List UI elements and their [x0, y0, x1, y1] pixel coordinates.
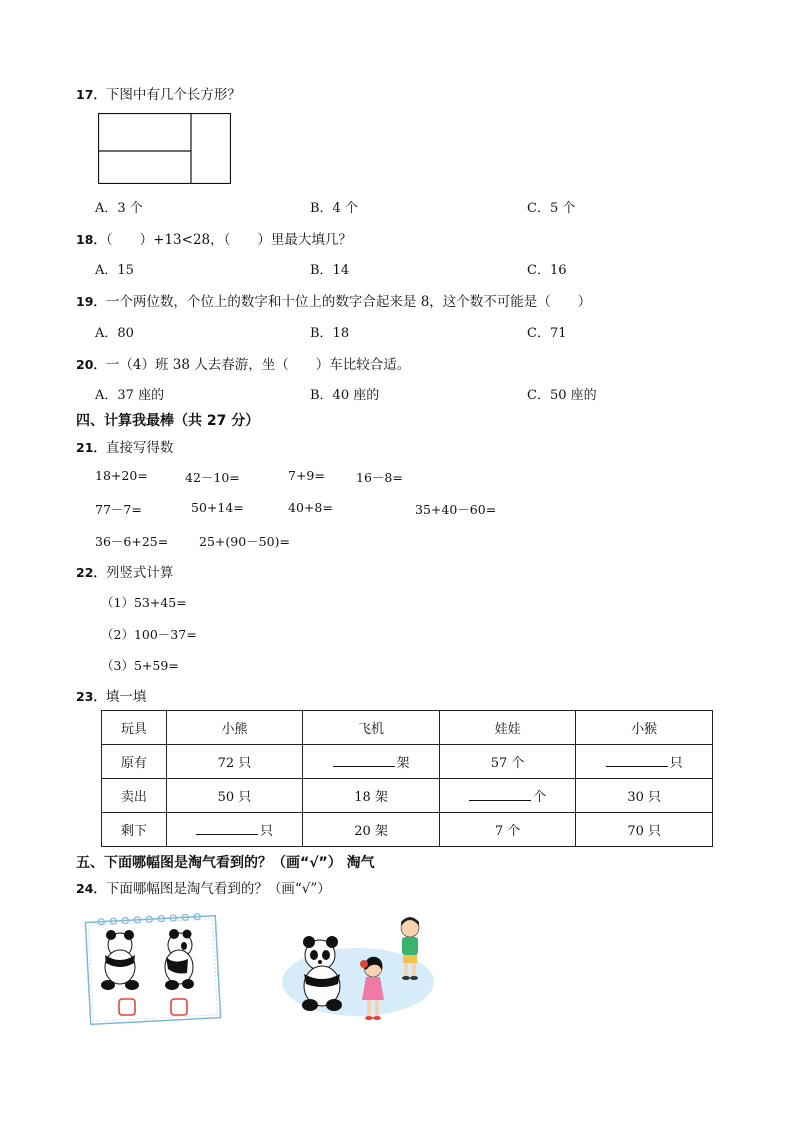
table-header-cell: 飞机 [303, 711, 440, 745]
q21-item: 7+9= [288, 468, 325, 483]
q21-item: 18+20= [95, 468, 148, 483]
section-5-heading: 五、下面哪幅图是淘气看到的？（画“√”） 淘气 [76, 855, 375, 871]
table-header-cell: 娃娃 [439, 711, 576, 745]
table-row [102, 813, 713, 847]
row-label: 原有 [102, 745, 167, 779]
table-row [102, 711, 713, 745]
table-row [102, 779, 713, 813]
answer-checkbox-right [171, 999, 187, 1015]
q21-item: 42－10= [185, 470, 240, 485]
q24-stem: 24．下面哪幅图是淘气看到的？（画“√”） [76, 881, 331, 897]
rectangle-figure [98, 113, 231, 184]
unit-label: 只 [259, 824, 273, 839]
q18-option-c[interactable]: C．16 [527, 263, 567, 278]
q21-item: 36－6+25= [95, 534, 169, 549]
q22-item: （3）5+59= [101, 658, 179, 673]
q18-option-a[interactable]: A．15 [95, 263, 134, 278]
table-cell: 72 只 [166, 745, 303, 779]
table-cell: 57 个 [439, 745, 576, 779]
q18-option-b[interactable]: B．14 [310, 263, 350, 278]
answer-checkbox-left [119, 999, 135, 1015]
q21-item: 50+14= [191, 500, 244, 515]
q17-option-a[interactable]: A．3 个 [95, 201, 143, 216]
table-cell: 7 个 [439, 813, 576, 847]
table-cell: 70 只 [576, 813, 713, 847]
table-cell-fill-blank[interactable] [303, 745, 440, 779]
q17-option-b[interactable]: B．4 个 [310, 201, 358, 216]
panda-views-card [84, 913, 224, 1027]
answer-blank[interactable] [333, 754, 395, 767]
q17-stem: 17．下图中有几个长方形？ [76, 87, 241, 103]
row-label: 剩下 [102, 813, 167, 847]
q23-stem: 23．填一填 [76, 689, 147, 705]
unit-label: 只 [669, 756, 683, 771]
table-header-cell: 小猴 [576, 711, 713, 745]
q21-item: 77－7= [95, 502, 142, 517]
q19-stem: 19．一个两位数，个位上的数字和十位上的数字合起来是 8，这个数不可能是（ ） [76, 294, 592, 310]
table-cell-fill-blank[interactable] [166, 813, 303, 847]
answer-blank[interactable] [469, 788, 531, 801]
unit-label: 个 [533, 790, 547, 805]
q22-item: （2）100－37= [101, 627, 197, 642]
panda-front-icon [302, 936, 342, 1011]
q21-item: 35+40－60= [415, 502, 497, 517]
q20-stem: 20．一（4）班 38 人去春游，坐（ ）车比较合适。 [76, 357, 411, 373]
table-cell: 50 只 [166, 779, 303, 813]
q20-option-b[interactable]: B．40 座的 [310, 388, 380, 403]
q19-option-c[interactable]: C．71 [527, 326, 567, 341]
table-cell: 20 架 [303, 813, 440, 847]
section-4-heading: 四、计算我最棒（共 27 分） [76, 413, 260, 429]
scene-illustration [280, 910, 440, 1035]
table-cell: 30 只 [576, 779, 713, 813]
table-header-cell: 玩具 [102, 711, 167, 745]
q21-item: 40+8= [288, 500, 333, 515]
table-row [102, 745, 713, 779]
q21-item: 25+(90－50)= [199, 534, 290, 549]
table-header-cell: 小熊 [166, 711, 303, 745]
table-cell-fill-blank[interactable] [439, 779, 576, 813]
toy-table [101, 710, 713, 847]
unit-label: 架 [396, 756, 410, 771]
row-label: 卖出 [102, 779, 167, 813]
q17-option-c[interactable]: C．5 个 [527, 201, 576, 216]
table-cell-fill-blank[interactable] [576, 745, 713, 779]
q21-item: 16－8= [356, 470, 403, 485]
q21-stem: 21．直接写得数 [76, 440, 174, 456]
q18-stem: 18．（ ）+13<28，（ ）里最大填几？ [76, 232, 352, 248]
q20-option-c[interactable]: C．50 座的 [527, 388, 597, 403]
answer-blank[interactable] [196, 822, 258, 835]
q20-option-a[interactable]: A．37 座的 [95, 388, 165, 403]
q19-option-b[interactable]: B．18 [310, 326, 350, 341]
answer-blank[interactable] [606, 754, 668, 767]
q19-option-a[interactable]: A．80 [95, 326, 134, 341]
table-cell: 18 架 [303, 779, 440, 813]
q22-stem: 22．列竖式计算 [76, 565, 174, 581]
q22-item: （1）53+45= [101, 595, 187, 610]
